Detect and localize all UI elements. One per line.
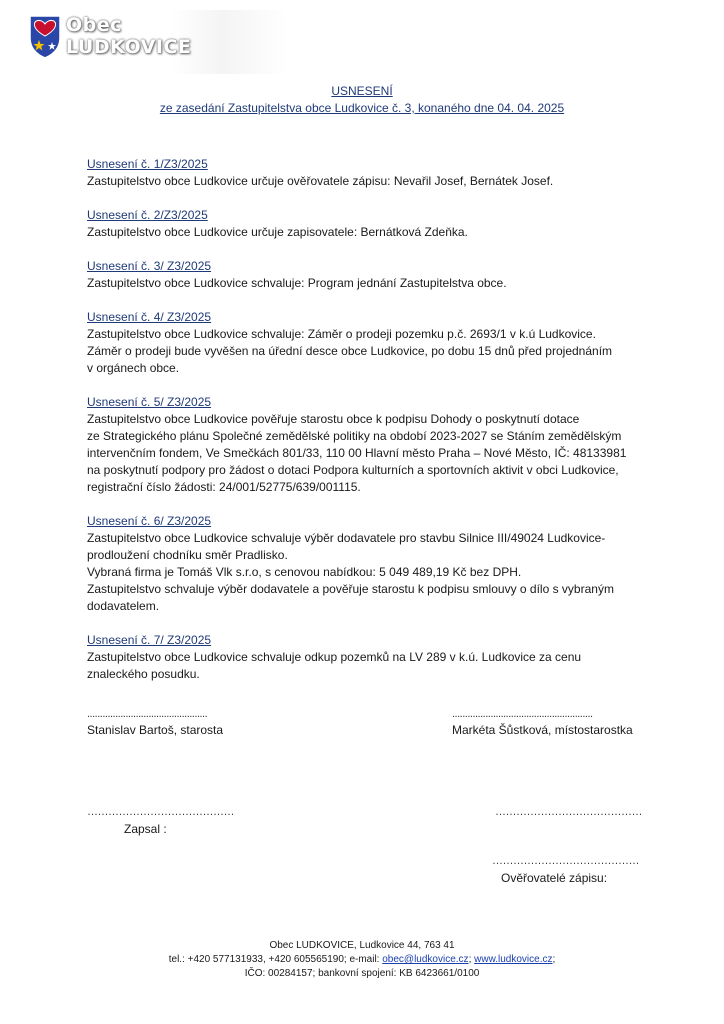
resolution-heading: Usnesení č. 3/ Z3/2025: [87, 259, 212, 273]
resolution-4: [87, 309, 657, 377]
document-title: USNESENÍ: [331, 84, 393, 98]
resolution-heading: Usnesení č. 6/ Z3/2025: [87, 514, 212, 528]
resolution-6: [87, 513, 657, 615]
resolution-heading: Usnesení č. 7/ Z3/2025: [87, 633, 212, 647]
municipal-crest-icon: [28, 14, 62, 60]
resolution-7: [87, 632, 657, 683]
resolution-text: Zastupitelstvo obce Ludkovice schvaluje: Záměr o prodeji pozemku p.č. 2693/1 v k.ú Ludkovice. Záměr o prodeji bude vyvěšen na úřední desce obce Ludkovice, po dobu 15 dnů před projednáním v orgánech obce.: [87, 327, 613, 375]
verifiers-label: Ověřovatelé zápisu:: [501, 871, 608, 885]
resolution-2: [87, 207, 657, 241]
logo-text-obec: Obec: [66, 14, 122, 36]
resolution-text: Zastupitelstvo obce Ludkovice určuje ověřovatele zápisu: Nevařil Josef, Bernátek Josef.: [87, 174, 554, 188]
footer-bank-info: IČO: 00284157; bankovní spojení: KB 6423661/0100: [244, 968, 480, 979]
logo-text-ludkovice: LUDKOVICE: [66, 36, 192, 58]
mayor-signature-line: ...............................................: [87, 708, 208, 720]
resolution-text: Zastupitelstvo obce Ludkovice určuje zapisovatele: Bernátková Zdeňka.: [87, 225, 468, 239]
resolution-heading: Usnesení č. 1/Z3/2025: [87, 157, 208, 171]
deputy-name: Markéta Šůstková, místostarostka: [452, 723, 633, 737]
footer-email-link[interactable]: obec@ludkovice.cz: [382, 954, 469, 965]
resolution-heading: Usnesení č. 5/ Z3/2025: [87, 395, 212, 409]
verifier-1-signature-line: ……………………………………: [495, 806, 642, 818]
recorder-label: Zapsal :: [124, 822, 167, 836]
verifier-2-signature-line: ……………………………………: [492, 855, 639, 867]
footer-separator: ;: [468, 954, 475, 965]
resolution-text: Zastupitelstvo obce Ludkovice pověřuje starostu obce k podpisu Dohody o poskytnutí dotace ze Strategického plánu Společné zemědělské politiky na období 2023-2027 se Stáním zemědělským intervenčním fondem, Ve Smečkách 801/33, 110 00 Hlavní město Praha – Nové Město, IČ: 48133981 na poskytnutí podpory pro žádost o dotaci Podpora kulturních a sportovních aktivit v obci Ludkovice, registrační číslo žádosti: 24/001/52775/639/001115.: [87, 412, 627, 494]
resolution-1: [87, 156, 657, 190]
footer-end: ;: [552, 954, 556, 965]
footer-website-link[interactable]: www.ludkovice.cz: [474, 954, 553, 965]
recorder-signature-line: ……………………………………: [87, 806, 234, 818]
mayor-name: Stanislav Bartoš, starosta: [87, 723, 224, 737]
deputy-signature-line: .......................................................: [452, 708, 593, 720]
resolution-5: [87, 394, 657, 496]
resolution-text: Zastupitelstvo obce Ludkovice schvaluje výběr dodavatele pro stavbu Silnice III/49024 Ludkovice- prodloužení chodníku směr Pradlisko. Vybraná firma je Tomáš Vlk s.r.o, s cenovou nabídkou: 5 049 489,19 Kč bez DPH. Zastupitelstvo schvaluje výběr dodavatele a pověřuje starostu k podpisu smlouvy o dílo s vybraným dodavatelem.: [87, 531, 614, 613]
resolution-3: [87, 258, 657, 292]
resolution-text: Zastupitelstvo obce Ludkovice schvaluje: Program jednání Zastupitelstva obce.: [87, 276, 507, 290]
resolution-heading: Usnesení č. 4/ Z3/2025: [87, 310, 212, 324]
footer-address: Obec LUDKOVICE, Ludkovice 44, 763 41: [269, 940, 455, 951]
resolution-text: Zastupitelstvo obce Ludkovice schvaluje odkup pozemků na LV 289 v k.ú. Ludkovice za cenu znaleckého posudku.: [87, 650, 582, 681]
footer-contacts: [0, 954, 724, 965]
resolution-heading: Usnesení č. 2/Z3/2025: [87, 208, 208, 222]
resolutions-list: [87, 156, 657, 700]
document-subtitle: ze zasedání Zastupitelstva obce Ludkovice č. 3, konaného dne 04. 04. 2025: [159, 101, 565, 115]
footer-phone-text: tel.: +420 577131933, +420 605565190; e-mail:: [168, 954, 383, 965]
